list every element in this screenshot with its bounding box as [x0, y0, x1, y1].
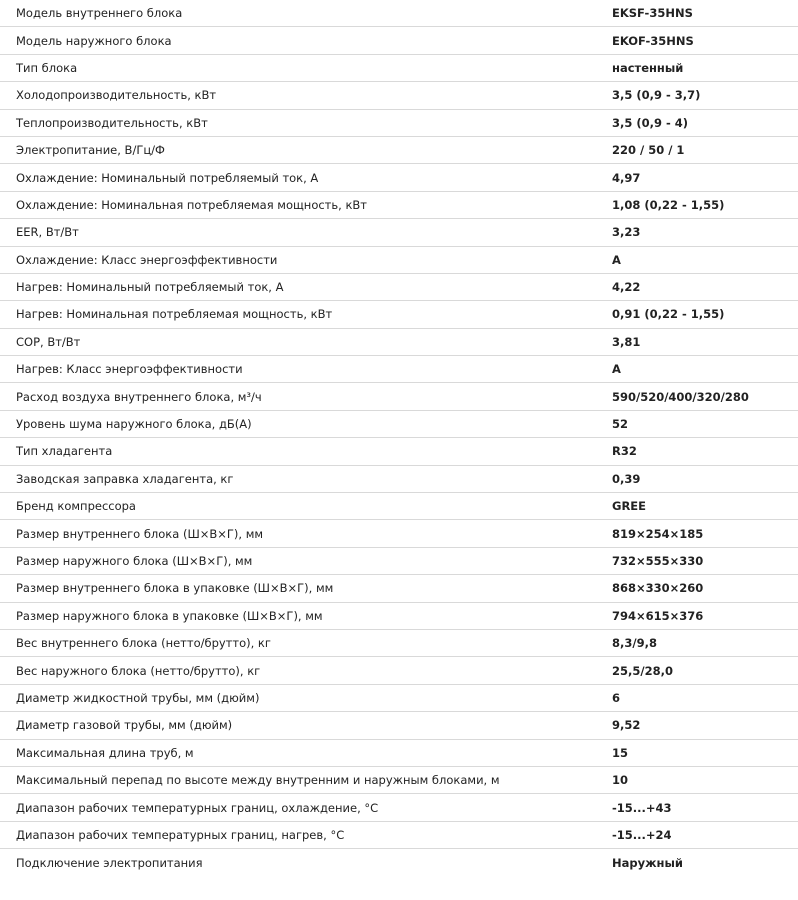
spec-row [0, 466, 798, 493]
spec-row [0, 164, 798, 191]
spec-row [0, 247, 798, 274]
spec-value: 9,52 [612, 718, 641, 733]
spec-value: GREE [612, 499, 647, 514]
spec-row [0, 219, 798, 246]
spec-row [0, 794, 798, 821]
spec-value: 868×330×260 [612, 581, 704, 596]
spec-label: Охлаждение: Номинальный потребляемый ток, А [16, 170, 319, 185]
spec-row [0, 192, 798, 219]
spec-row [0, 301, 798, 328]
spec-label: Заводская заправка хладагента, кг [16, 471, 234, 486]
spec-value: 732×555×330 [612, 554, 704, 568]
spec-value: EKOF-35HNS [612, 33, 694, 48]
spec-value: A [612, 362, 621, 377]
spec-value: -15...+43 [612, 800, 672, 815]
spec-label: Модель наружного блока [16, 33, 172, 48]
spec-label: Модель внутреннего блока [16, 6, 183, 21]
spec-label: Размер внутреннего блока в упаковке (Ш×В×Г), мм [16, 581, 334, 596]
spec-label: Вес наружного блока (нетто/брутто), кг [16, 663, 261, 678]
spec-row [0, 849, 798, 876]
spec-label: Вес внутреннего блока (нетто/брутто), кг [16, 636, 271, 651]
spec-label: Диаметр жидкостной трубы, мм (дюйм) [16, 690, 260, 705]
spec-label: Бренд компрессора [16, 499, 136, 514]
spec-row [0, 767, 798, 794]
spec-value: 4,97 [612, 170, 641, 185]
spec-label: Размер наружного блока (Ш×В×Г), мм [16, 554, 253, 568]
spec-row [0, 329, 798, 356]
spec-value: EKSF-35HNS [612, 6, 693, 21]
spec-row [0, 712, 798, 739]
spec-value: -15...+24 [612, 827, 672, 842]
spec-row [0, 575, 798, 602]
spec-row [0, 411, 798, 438]
spec-row [0, 0, 798, 27]
spec-value: 3,23 [612, 225, 641, 240]
spec-label: Теплопроизводительность, кВт [16, 115, 208, 130]
spec-label: Тип блока [16, 60, 78, 75]
spec-label: Электропитание, В/Гц/Ф [16, 143, 165, 158]
spec-label: Максимальная длина труб, м [16, 745, 194, 760]
spec-row [0, 603, 798, 630]
spec-value: 15 [612, 745, 629, 760]
spec-value: 1,08 (0,22 - 1,55) [612, 197, 725, 212]
spec-row [0, 383, 798, 410]
spec-row [0, 822, 798, 849]
spec-value: 0,91 (0,22 - 1,55) [612, 307, 725, 322]
spec-label: Диапазон рабочих температурных границ, охлаждение, °С [16, 800, 379, 815]
spec-value: 590/520/400/320/280 [612, 389, 749, 404]
spec-label: COP, Вт/Вт [16, 334, 81, 349]
spec-row [0, 740, 798, 767]
spec-label: Расход воздуха внутреннего блока, м³/ч [16, 389, 262, 404]
spec-row [0, 493, 798, 520]
spec-value: 8,3/9,8 [612, 636, 657, 651]
spec-value: 6 [612, 690, 621, 705]
spec-label: Подключение электропитания [16, 855, 203, 870]
spec-label: Нагрев: Класс энергоэффективности [16, 362, 243, 377]
spec-value: 794×615×376 [612, 608, 704, 623]
spec-row [0, 657, 798, 684]
spec-row [0, 685, 798, 712]
spec-value: R32 [612, 444, 637, 459]
spec-label: EER, Вт/Вт [16, 225, 79, 240]
spec-row [0, 438, 798, 465]
spec-label: Охлаждение: Класс энергоэффективности [16, 252, 278, 267]
spec-value: 10 [612, 773, 629, 788]
spec-label: Тип хладагента [16, 444, 113, 459]
spec-row [0, 520, 798, 547]
spec-value: A [612, 252, 621, 267]
spec-row [0, 274, 798, 301]
spec-label: Диапазон рабочих температурных границ, нагрев, °С [16, 827, 345, 842]
spec-row [0, 110, 798, 137]
spec-row [0, 356, 798, 383]
spec-value: настенный [612, 60, 684, 75]
spec-value: 3,5 (0,9 - 3,7) [612, 88, 701, 103]
spec-label: Максимальный перепад по высоте между внутренним и наружным блоками, м [16, 773, 500, 788]
spec-row [0, 55, 798, 82]
spec-value: 52 [612, 417, 629, 432]
spec-label: Диаметр газовой трубы, мм (дюйм) [16, 718, 233, 733]
spec-label: Нагрев: Номинальная потребляемая мощность, кВт [16, 307, 333, 322]
spec-row [0, 27, 798, 54]
spec-value: 0,39 [612, 471, 641, 486]
spec-value: 3,81 [612, 334, 641, 349]
spec-value: Наружный [612, 855, 683, 870]
spec-row [0, 630, 798, 657]
spec-row [0, 137, 798, 164]
spec-label: Холодопроизводительность, кВт [16, 88, 217, 103]
spec-value: 819×254×185 [612, 526, 704, 541]
spec-label: Охлаждение: Номинальная потребляемая мощность, кВт [16, 197, 368, 212]
spec-value: 4,22 [612, 280, 641, 295]
spec-row [0, 82, 798, 109]
spec-label: Уровень шума наружного блока, дБ(А) [16, 417, 252, 432]
spec-value: 25,5/28,0 [612, 663, 673, 678]
spec-value: 3,5 (0,9 - 4) [612, 115, 689, 130]
spec-label: Размер наружного блока в упаковке (Ш×В×Г), мм [16, 608, 323, 623]
spec-label: Размер внутреннего блока (Ш×В×Г), мм [16, 526, 264, 541]
spec-row [0, 548, 798, 575]
spec-label: Нагрев: Номинальный потребляемый ток, А [16, 280, 284, 295]
spec-value: 220 / 50 / 1 [612, 143, 685, 158]
